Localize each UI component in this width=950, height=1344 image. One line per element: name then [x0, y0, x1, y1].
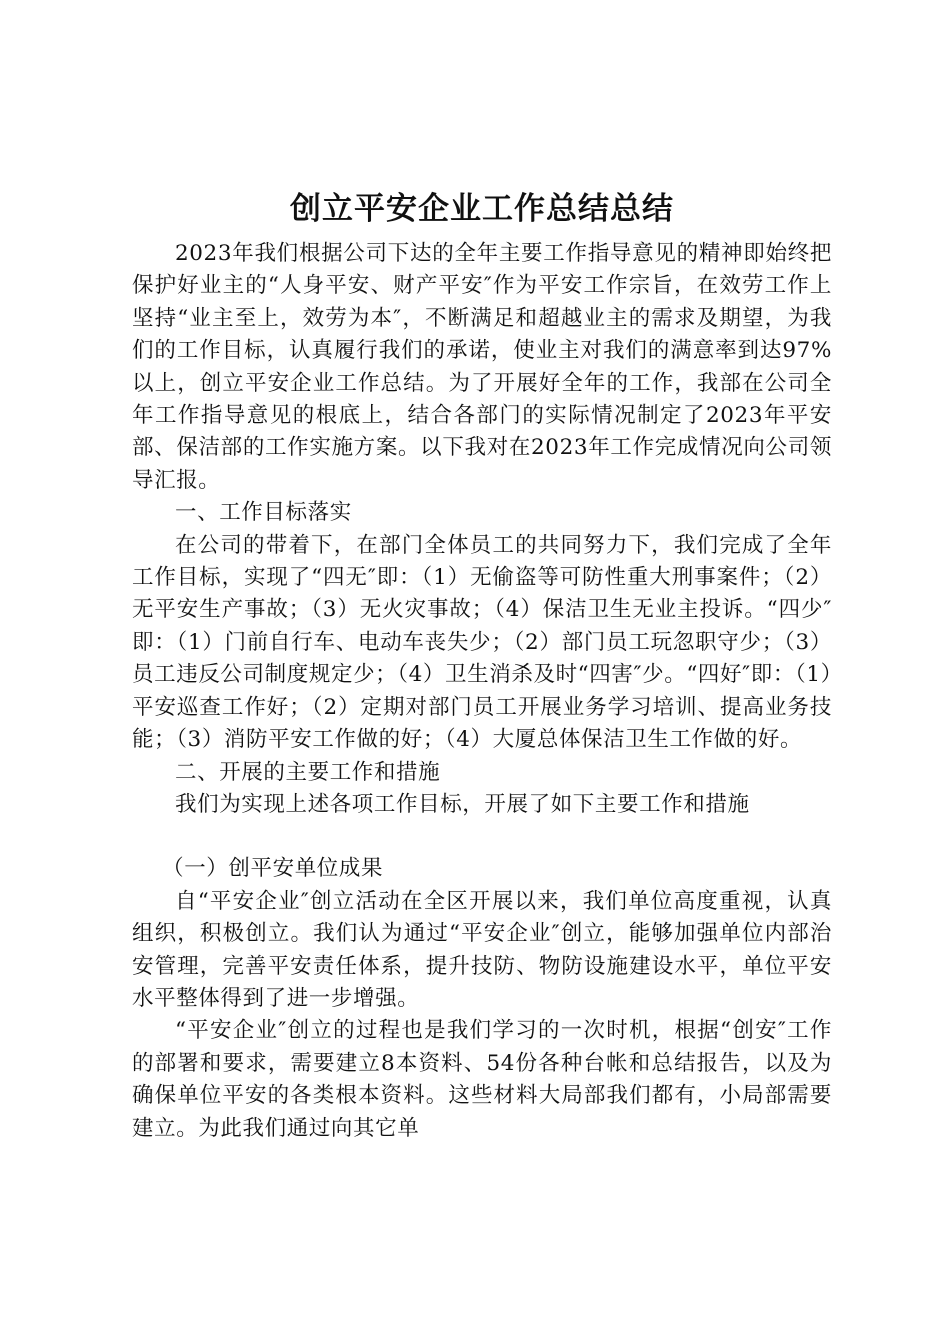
paragraph-spacer	[132, 821, 832, 853]
subsection-1-heading: （一）创平安单位成果	[162, 856, 384, 882]
document-page	[132, 180, 832, 1145]
section-2-heading: 二、开展的主要工作和措施	[175, 759, 441, 785]
section-1-heading: 一、工作目标落实	[175, 500, 352, 526]
document-title: 创立平安企业工作总结总结	[290, 191, 674, 227]
intro-paragraph: 2023年我们根据公司下达的全年主要工作指导意见的精神即始终把保护好业主的“人身平安、财产平安″作为平安工作宗旨，在效劳工作上坚持“业主至上，效劳为本″，不断满足和超越业主的需求及期望，为我们的工作目标，认真履行我们的承诺，使业主对我们的满意率到达97%以上，创立平安企业工作总结。为了开展好全年的工作，我部在公司全年工作指导意见的根底上，结合各部门的实际情况制定了2023年平安部、保洁部的工作实施方案。以下我对在2023年工作完成情况向公司领导汇报。	[132, 241, 832, 493]
section-1-paragraph: 在公司的带着下，在部门全体员工的共同努力下，我们完成了全年工作目标，实现了“四无″即：（1）无偷盗等可防性重大刑事案件；（2）无平安生产事故；（3）无火灾事故；（4）保洁卫生无业主投诉。“四少″即：（1）门前自行车、电动车丧失少；（2）部门员工玩忽职守少；（3）员工违反公司制度规定少；（4）卫生消杀及时“四害″少。“四好″即：（1）平安巡查工作好；（2）定期对部门员工开展业务学习培训、提高业务技能；（3）消防平安工作做的好；（4）大厦总体保洁卫生工作做的好。	[132, 532, 832, 753]
section-2-paragraph: 我们为实现上述各项工作目标，开展了如下主要工作和措施	[175, 791, 750, 817]
subsection-1-paragraph-1: 自“平安企业″创立活动在全区开展以来，我们单位高度重视，认真组织，积极创立。我们认为通过“平安企业″创立，能够加强单位内部治安管理，完善平安责任体系，提升技防、物防设施建设水平，单位平安水平整体得到了进一步增强。	[132, 888, 832, 1011]
subsection-1-paragraph-2: “平安企业″创立的过程也是我们学习的一次时机，根据“创安″工作的部署和要求，需要建立8本资料、54份各种台帐和总结报告，以及为确保单位平安的各类根本资料。这些材料大局部我们都有，小局部需要建立。为此我们通过向其它单	[132, 1018, 832, 1141]
